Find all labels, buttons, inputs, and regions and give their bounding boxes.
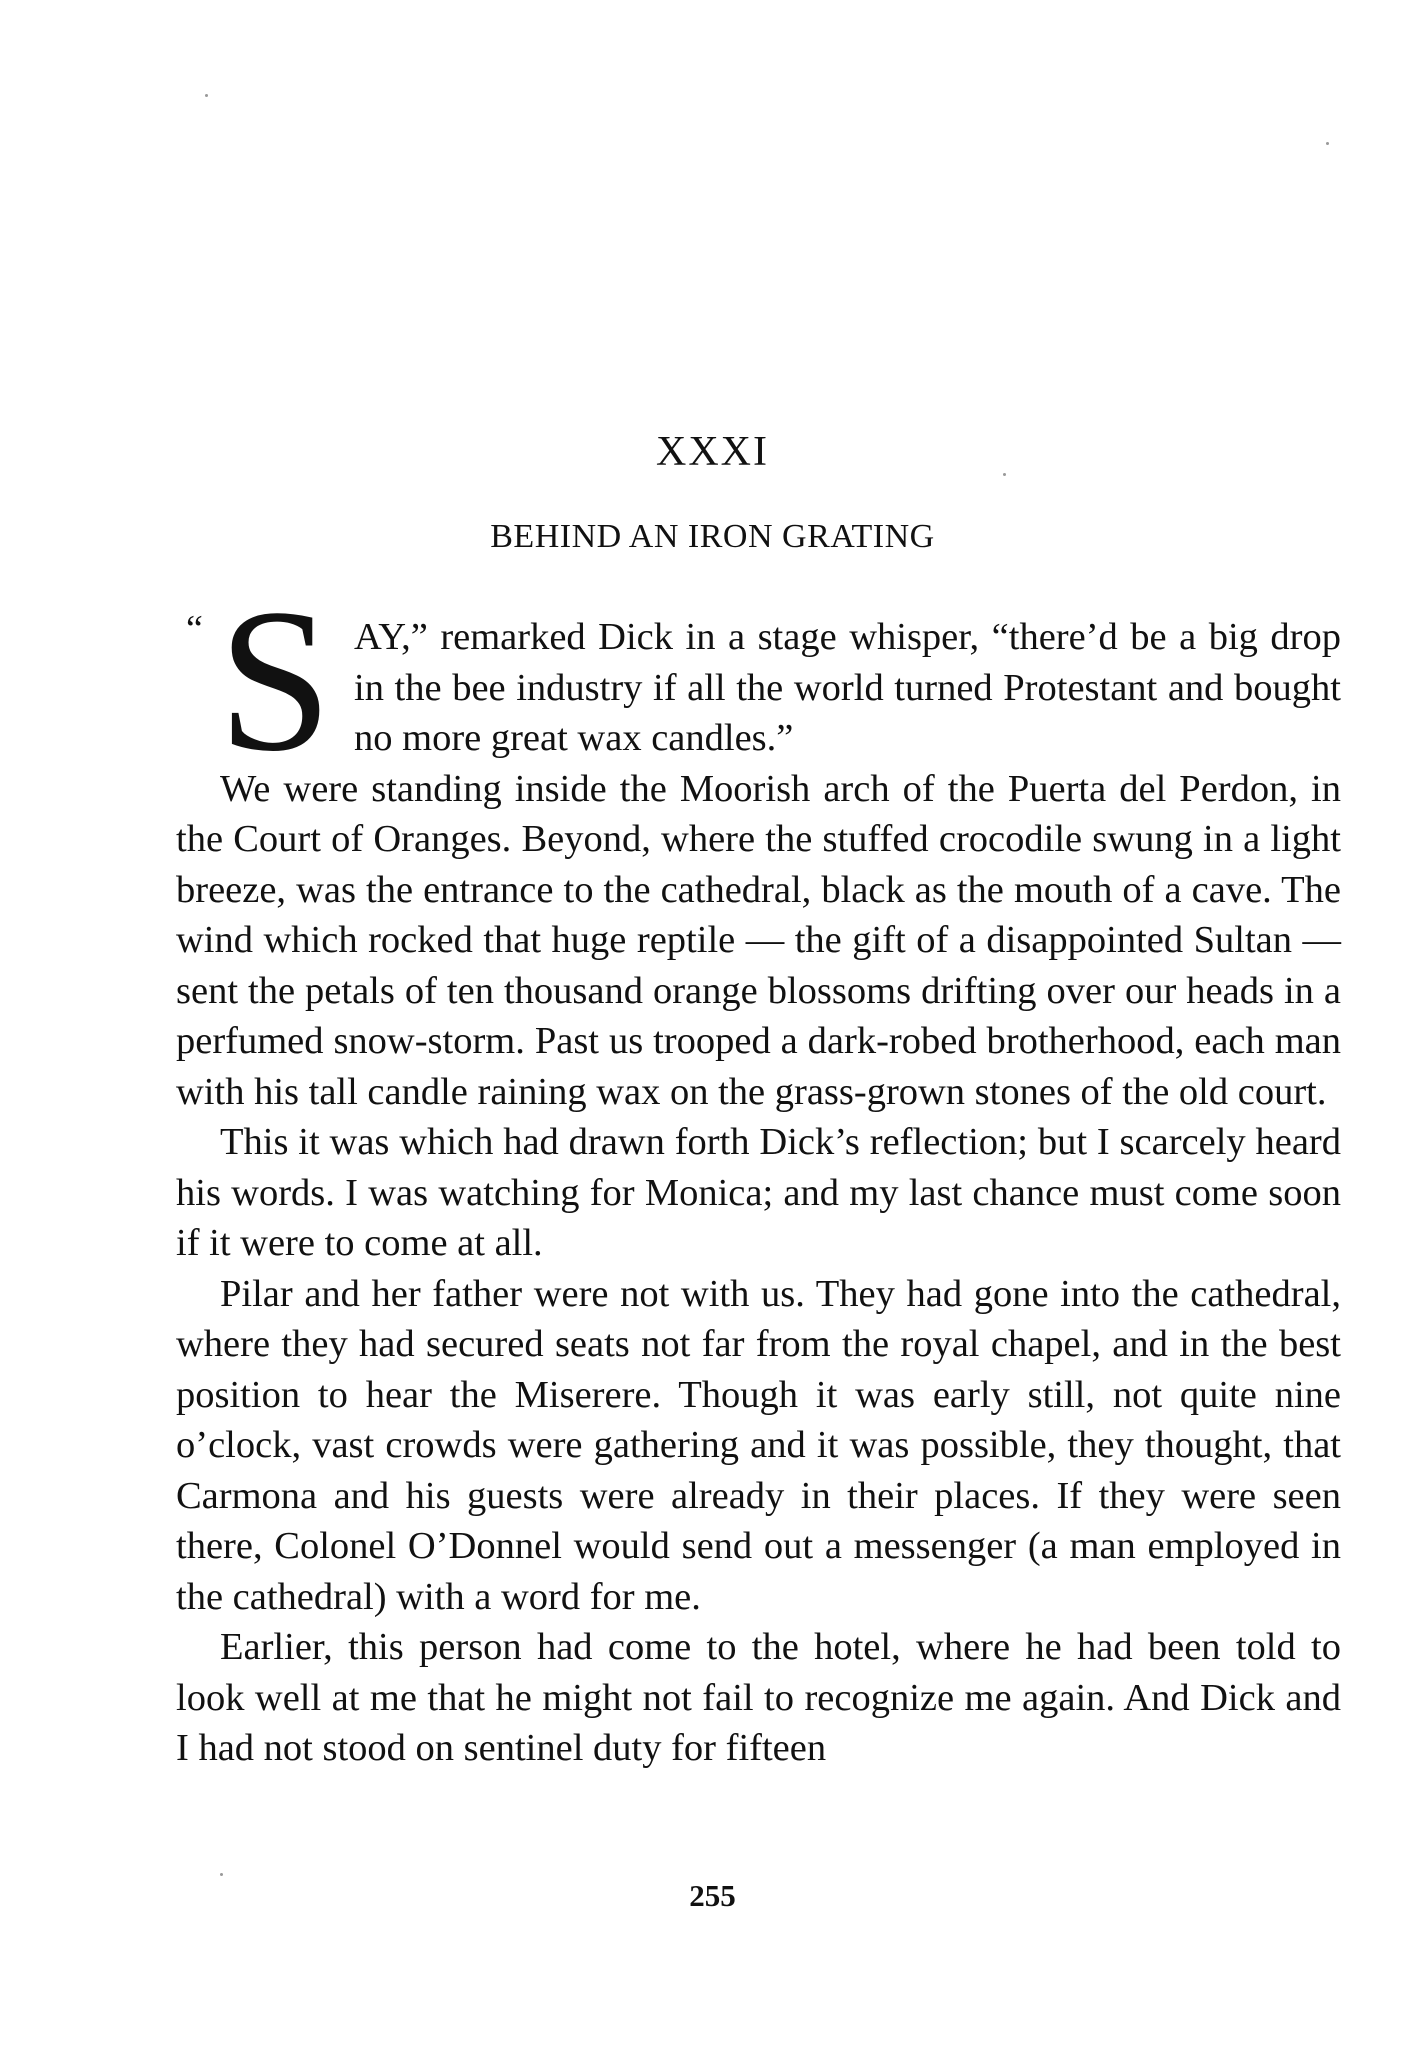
opening-quote-mark: “	[186, 608, 203, 650]
opening-text: AY,” remarked Dick in a stage whisper, “there’d be a big drop in the bee industry if all the world turned Protestant and bought no more great wax candles.”	[354, 616, 1341, 759]
paragraph: Earlier, this person had come to the hotel, where he had been told to look well at me that he might not fail to recognize me again. And Dick and I had not stood on sentinel duty for fifteen	[176, 1626, 1341, 1769]
paper-speck	[220, 1873, 223, 1876]
chapter-body	[176, 567, 1341, 1774]
paragraph: We were standing inside the Moorish arch of the Puerta del Perdon, in the Court of Oranges. Beyond, where the stuffed crocodile swung in a light breeze, was the entrance to the cathedral, black as the mouth of a cave. The wind which rocked that huge reptile — the gift of a disappointed Sultan — sent the petals of ten thousand orange blossoms drifting over our heads in a perfumed snow-storm. Past us trooped a dark-robed brotherhood, each man with his tall candle raining wax on the grass-grown stones of the old court.	[176, 767, 1341, 1113]
drop-cap-letter: S	[218, 567, 333, 794]
chapter-title: BEHIND AN IRON GRATING	[490, 518, 935, 555]
drop-cap-block	[176, 567, 346, 794]
opening-paragraph	[176, 567, 1341, 794]
paper-speck	[205, 94, 208, 97]
paper-speck	[1003, 473, 1006, 476]
paper-speck	[1326, 142, 1329, 145]
page-number: 255	[689, 1878, 736, 1913]
paragraph: Pilar and her father were not with us. They had gone into the cathedral, where they had secured seats not far from the royal chapel, and in the best position to hear the Miserere. Though it was early still, not quite nine o’clock, vast crowds were gathering and it was possible, they thought, that Carmona and his guests were already in their places. If they were seen there, Colonel O’Donnel would send out a messenger (a man employed in the cathedral) with a word for me.	[176, 1272, 1341, 1618]
paragraph: This it was which had drawn forth Dick’s reflection; but I scarcely heard his words. I was watching for Monica; and my last chance must come soon if it were to come at all.	[176, 1121, 1341, 1264]
chapter-number: XXXI	[656, 429, 769, 475]
